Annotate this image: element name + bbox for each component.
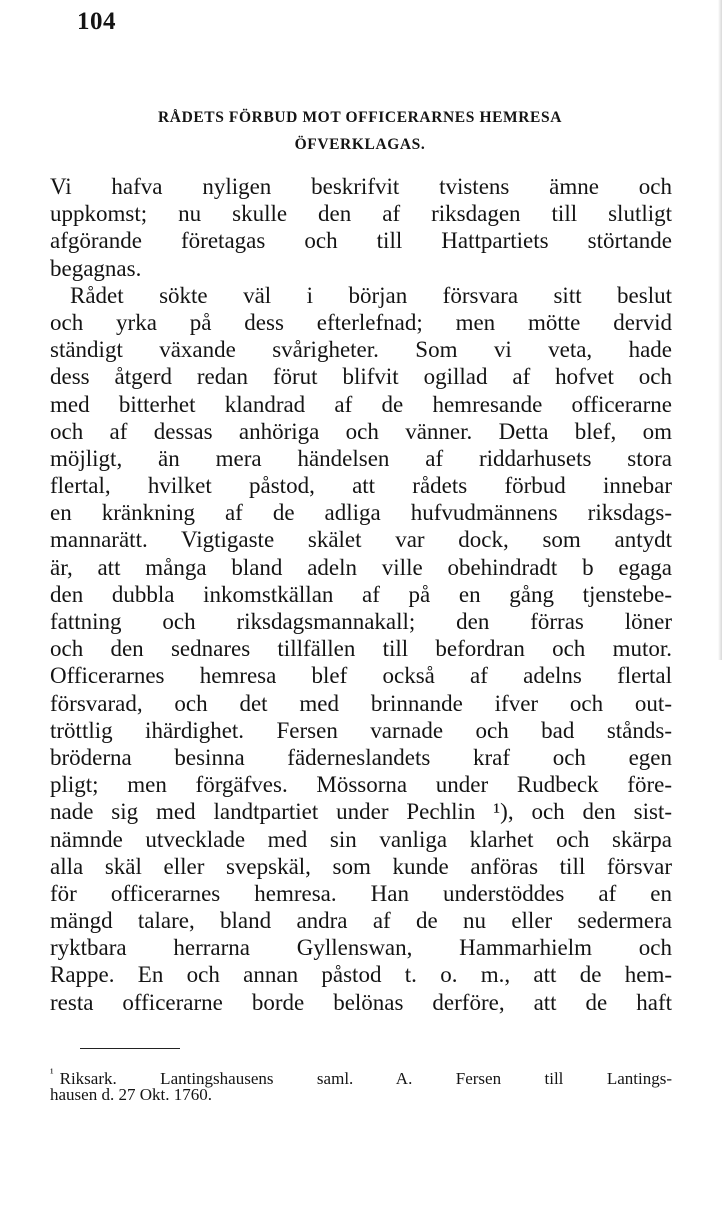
text-line: resta officerarne borde belönas derföre, att de haft xyxy=(50,989,672,1015)
text-line: nade sig med landtpartiet under Pechlin ¹), och den sist- xyxy=(50,799,672,825)
page-edge-shadow xyxy=(718,0,722,660)
text-line: alla skäl eller svepskäl, som kunde anföras till försvar xyxy=(50,853,672,879)
text-line: fattning och riksdagsmannakall; den förras löner xyxy=(50,609,672,634)
text-line: ryktbara herrarna Gyllenswan, Hammarhielm och xyxy=(50,935,672,961)
text-line: ständigt växande svårigheter. Som vi veta, hade xyxy=(50,337,672,363)
text-line: bröderna besinna fäderneslandets kraf och egen xyxy=(50,744,672,770)
text-line: uppkomst; nu skulle den af riksdagen till slutligt xyxy=(50,201,672,227)
text-line: den dubbla inkomstkällan af på en gång tjenstebe- xyxy=(50,581,672,607)
text-line: nämnde utvecklade med sin vanliga klarhet och skärpa xyxy=(50,826,672,852)
text-line: dess åtgerd redan förut blifvit ogillad af hofvet och xyxy=(50,364,672,390)
text-line: Rådet sökte väl i början försvara sitt beslut xyxy=(70,282,672,308)
section-heading-line-1: RÅDETS FÖRBUD MOT OFFICERARNES HEMRESA xyxy=(157,109,563,126)
text-line: med bitterhet klandrad af de hemresande officerarne xyxy=(50,391,672,417)
footnote-rule xyxy=(80,1048,180,1049)
text-line: mängd talare, bland andra af de nu eller sedermera xyxy=(50,908,672,934)
text-line: och den sednares tillfällen till befordran och mutor. xyxy=(50,636,672,662)
page-number: 104 xyxy=(77,8,116,35)
text-line: Officerarnes hemresa blef också af adelns flertal xyxy=(50,663,672,689)
text-line: afgörande företagas och till Hattpartiets störtande xyxy=(50,228,672,254)
footnote-line-2: hausen d. 27 Okt. 1760. xyxy=(50,1085,212,1104)
text-line: tröttlig ihärdighet. Fersen varnade och bad stånds- xyxy=(50,717,672,743)
text-line: Rappe. En och annan påstod t. o. m., att de hem- xyxy=(50,962,672,988)
text-line: Vi hafva nyligen beskrifvit tvistens ämne och xyxy=(50,174,672,199)
footnote-marker: ¹ xyxy=(50,1066,54,1080)
section-heading-line-2: ÖFVERKLAGAS. xyxy=(294,136,426,153)
text-line: för officerarnes hemresa. Han understöddes af en xyxy=(50,880,672,906)
text-line: är, att många bland adeln ville obehindradt b egaga xyxy=(50,554,672,580)
text-line: och yrka på dess efterlefnad; men mötte dervid xyxy=(50,309,672,335)
text-line: försvarad, och det med brinnande ifver och out- xyxy=(50,690,672,716)
text-line: begagnas. xyxy=(50,255,142,281)
text-line: pligt; men förgäfves. Mössorna under Rudbeck före- xyxy=(50,772,672,798)
text-line: en kränkning af de adliga hufvudmännens riksdags- xyxy=(50,500,672,526)
text-line: möjligt, än mera händelsen af riddarhusets stora xyxy=(50,445,672,471)
text-line: och af dessas anhöriga och vänner. Detta blef, om xyxy=(50,418,672,444)
body-text xyxy=(50,173,672,1016)
text-line: flertal, hvilket påstod, att rådets förbud innebar xyxy=(50,473,672,499)
text-line: mannarätt. Vigtigaste skälet var dock, som antydt xyxy=(50,527,672,553)
footnote-text-1: Riksark. Lantingshausens saml. A. Fersen till Lantings- xyxy=(59,1069,672,1088)
